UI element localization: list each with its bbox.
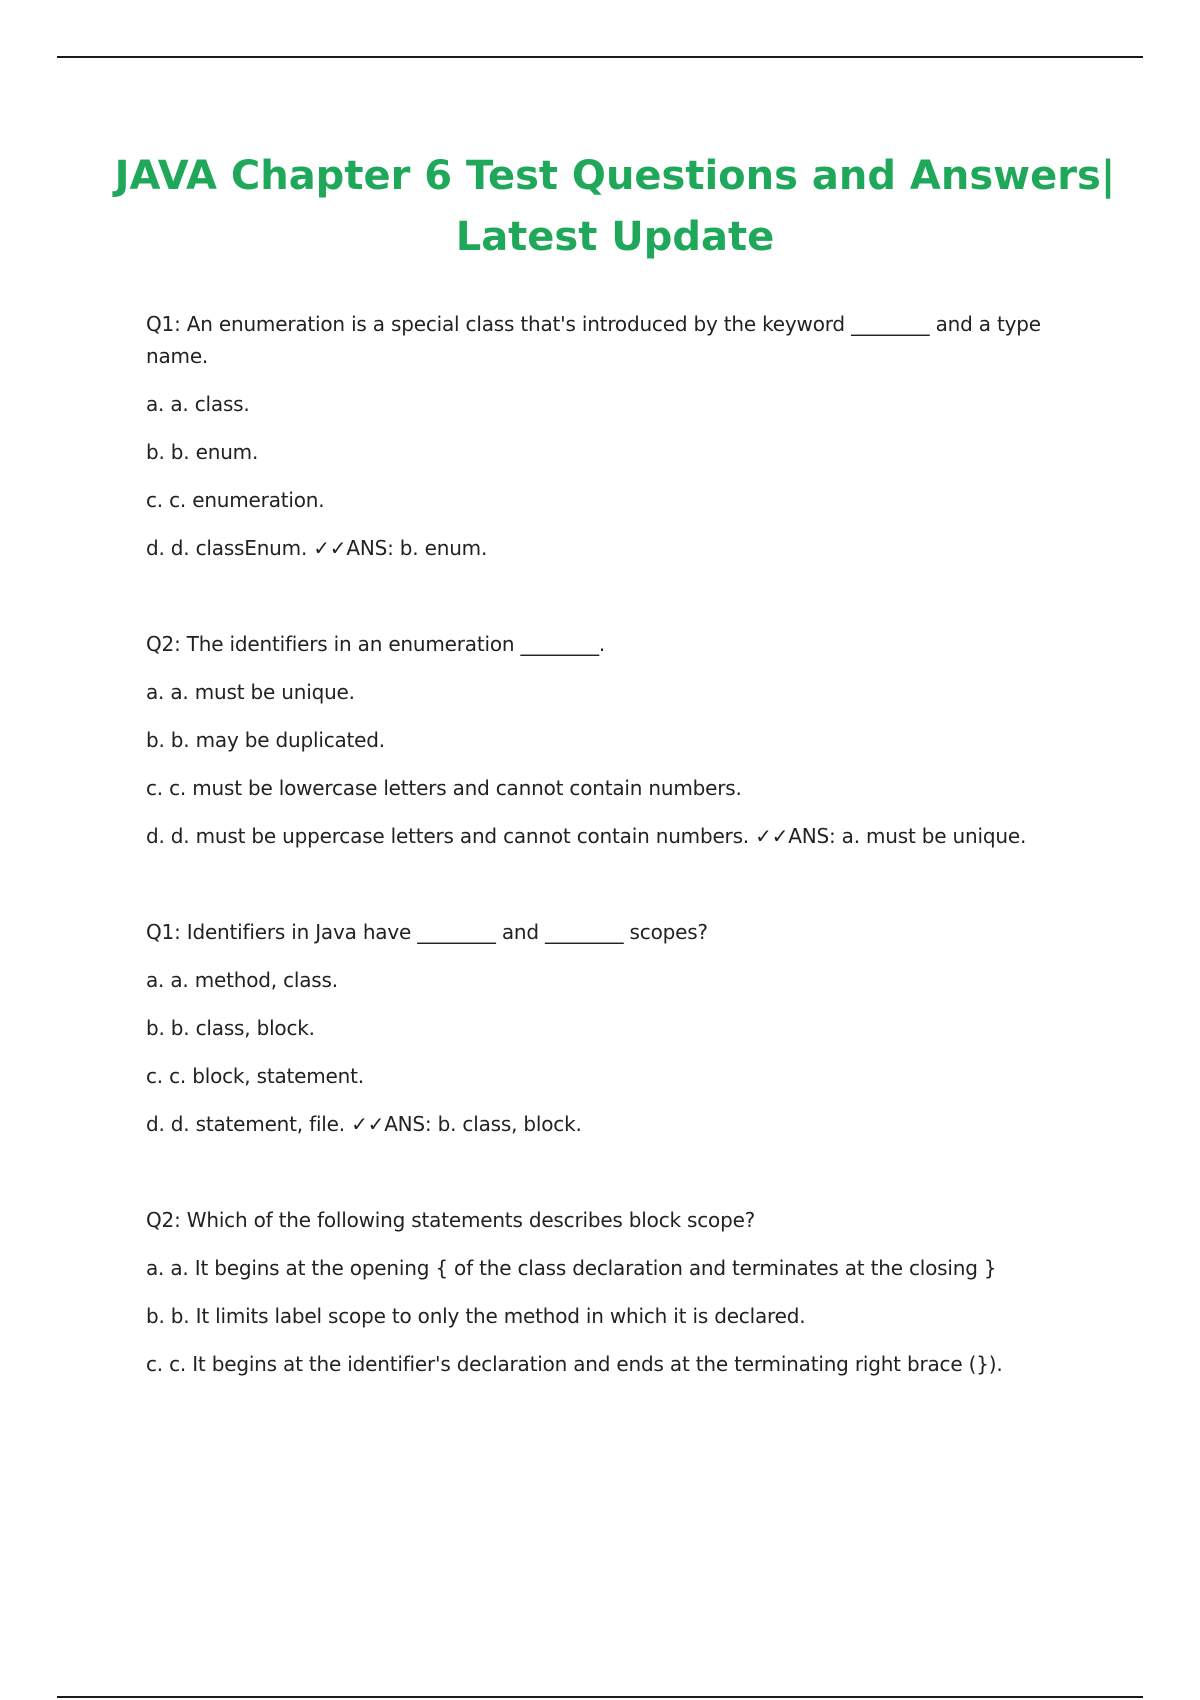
document-title-line-1: JAVA Chapter 6 Test Questions and Answers| <box>114 153 1116 199</box>
answer-option-b: b. b. class, block. <box>146 1016 315 1040</box>
question-text: Q1: An enumeration is a special class that's introduced by the keyword ________ and a type name. <box>146 312 1041 368</box>
question-text: Q2: The identifiers in an enumeration ________. <box>146 632 606 656</box>
answer-option-a: a. a. class. <box>146 392 250 416</box>
answer-option-d: d. d. statement, file. ✓✓ANS: b. class, block. <box>146 1112 582 1136</box>
document-title <box>100 146 1130 268</box>
answer-option-d: d. d. classEnum. ✓✓ANS: b. enum. <box>146 536 488 560</box>
answer-option-c: c. c. It begins at the identifier's declaration and ends at the terminating right brace (}). <box>146 1352 1003 1376</box>
answer-option-b: b. b. may be duplicated. <box>146 728 385 752</box>
question-block-4 <box>146 1204 1066 1380</box>
footer-rule <box>57 1696 1143 1698</box>
question-text: Q2: Which of the following statements describes block scope? <box>146 1208 756 1232</box>
question-text: Q1: Identifiers in Java have ________ and ________ scopes? <box>146 920 708 944</box>
answer-option-c: c. c. must be lowercase letters and cannot contain numbers. <box>146 776 742 800</box>
question-block-1 <box>146 308 1066 564</box>
answer-option-a: a. a. method, class. <box>146 968 338 992</box>
question-list <box>146 308 1066 1380</box>
question-block-3 <box>146 916 1066 1140</box>
answer-option-c: c. c. block, statement. <box>146 1064 364 1088</box>
block-spacer <box>146 852 1066 916</box>
answer-option-d: d. d. must be uppercase letters and cannot contain numbers. ✓✓ANS: a. must be unique. <box>146 824 1027 848</box>
answer-option-b: b. b. It limits label scope to only the method in which it is declared. <box>146 1304 806 1328</box>
answer-option-a: a. a. It begins at the opening { of the class declaration and terminates at the closing } <box>146 1256 997 1280</box>
block-spacer <box>146 1140 1066 1204</box>
answer-option-a: a. a. must be unique. <box>146 680 355 704</box>
header-rule <box>57 56 1143 58</box>
block-spacer <box>146 564 1066 628</box>
document-title-line-2: Latest Update <box>455 214 775 260</box>
answer-option-b: b. b. enum. <box>146 440 259 464</box>
answer-option-c: c. c. enumeration. <box>146 488 325 512</box>
question-block-2 <box>146 628 1066 852</box>
